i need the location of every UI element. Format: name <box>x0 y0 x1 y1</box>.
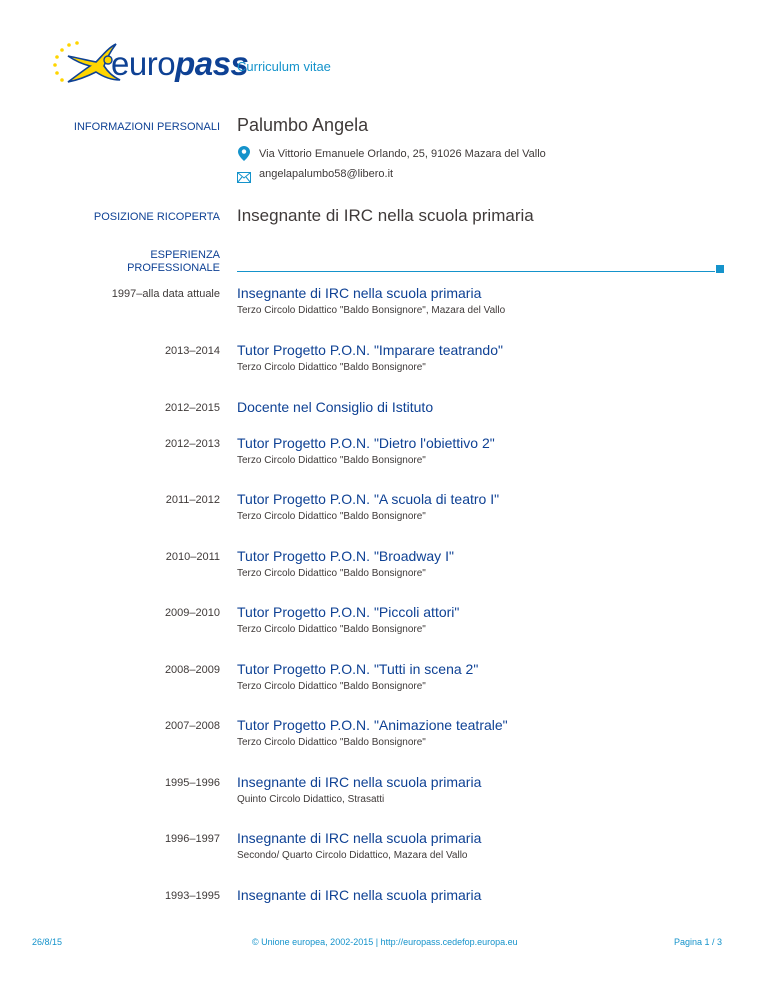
experience-date: 2009–2010 <box>164 607 220 619</box>
experience-date: 2011–2012 <box>165 494 220 506</box>
experience-date: 2007–2008 <box>164 720 220 732</box>
experience-title: Tutor Progetto P.O.N. "Dietro l'obiettivo 2" <box>237 435 495 451</box>
experience-organization: Terzo Circolo Didattico "Baldo Bonsignore" <box>237 568 426 579</box>
experience-organization: Terzo Circolo Didattico "Baldo Bonsignore" <box>237 511 426 522</box>
experience-organization: Terzo Circolo Didattico "Baldo Bonsignore" <box>237 681 426 692</box>
experience-organization: Terzo Circolo Didattico "Baldo Bonsignore" <box>237 624 426 635</box>
experience-date: 2012–2015 <box>164 402 220 414</box>
experience-title: Tutor Progetto P.O.N. "A scuola di teatro I" <box>237 491 500 507</box>
experience-date: 1997–alla data attuale <box>111 288 220 300</box>
address: Via Vittorio Emanuele Orlando, 25, 91026 Mazara del Vallo <box>259 148 546 160</box>
footer-page-number: Pagina 1 / 3 <box>673 937 722 947</box>
experience-date: 1993–1995 <box>164 890 220 902</box>
logo-prefix: euro <box>111 45 176 82</box>
email-icon <box>237 170 251 188</box>
experience-title: Tutor Progetto P.O.N. "Imparare teatrando" <box>237 342 503 358</box>
experience-label-line2: PROFESSIONALE <box>127 262 220 274</box>
section-divider <box>237 271 715 272</box>
experience-organization: Terzo Circolo Didattico "Baldo Bonsignore" <box>237 737 426 748</box>
experience-organization: Terzo Circolo Didattico "Baldo Bonsignore" <box>237 362 426 373</box>
document-title: Curriculum vitae <box>237 59 331 74</box>
experience-date: 1996–1997 <box>164 833 220 845</box>
experience-title: Insegnante di IRC nella scuola primaria <box>237 285 482 301</box>
location-icon <box>238 146 250 166</box>
experience-date: 2010–2011 <box>165 551 220 563</box>
experience-organization: Secondo/ Quarto Circolo Didattico, Mazara del Vallo <box>237 850 468 861</box>
section-divider-marker <box>716 265 724 273</box>
experience-title: Tutor Progetto P.O.N. "Tutti in scena 2" <box>237 661 479 677</box>
experience-date: 2013–2014 <box>164 345 220 357</box>
footer-copyright-link[interactable]: © Unione europea, 2002-2015 | http://europass.cedefop.europa.eu <box>252 937 518 947</box>
position-label: POSIZIONE RICOPERTA <box>93 211 220 223</box>
experience-date: 2012–2013 <box>164 438 220 450</box>
experience-organization: Quinto Circolo Didattico, Strasatti <box>237 794 385 805</box>
experience-title: Docente nel Consiglio di Istituto <box>237 399 434 415</box>
experience-organization: Terzo Circolo Didattico "Baldo Bonsignore" <box>237 455 426 466</box>
experience-title: Tutor Progetto P.O.N. "Animazione teatrale" <box>237 717 508 733</box>
person-name: Palumbo Angela <box>237 115 369 135</box>
experience-title: Insegnante di IRC nella scuola primaria <box>237 887 482 903</box>
experience-title: Insegnante di IRC nella scuola primaria <box>237 774 482 790</box>
experience-title: Tutor Progetto P.O.N. "Broadway I" <box>237 548 454 564</box>
experience-date: 1995–1996 <box>164 777 220 789</box>
experience-title: Tutor Progetto P.O.N. "Piccoli attori" <box>237 604 460 620</box>
experience-label-line1: ESPERIENZA <box>150 249 220 261</box>
footer-date: 26/8/15 <box>32 937 63 947</box>
logo-wordmark <box>111 45 248 83</box>
experience-title: Insegnante di IRC nella scuola primaria <box>237 830 482 846</box>
experience-organization: Terzo Circolo Didattico "Baldo Bonsignore", Mazara del Vallo <box>237 305 506 316</box>
experience-label <box>127 249 220 275</box>
email-link[interactable]: angelapalumbo58@libero.it <box>259 168 394 180</box>
logo-suffix: pass <box>175 45 249 82</box>
personal-info-label: INFORMAZIONI PERSONALI <box>73 121 220 133</box>
position-title: Insegnante di IRC nella scuola primaria <box>237 206 534 225</box>
experience-date: 2008–2009 <box>164 664 220 676</box>
